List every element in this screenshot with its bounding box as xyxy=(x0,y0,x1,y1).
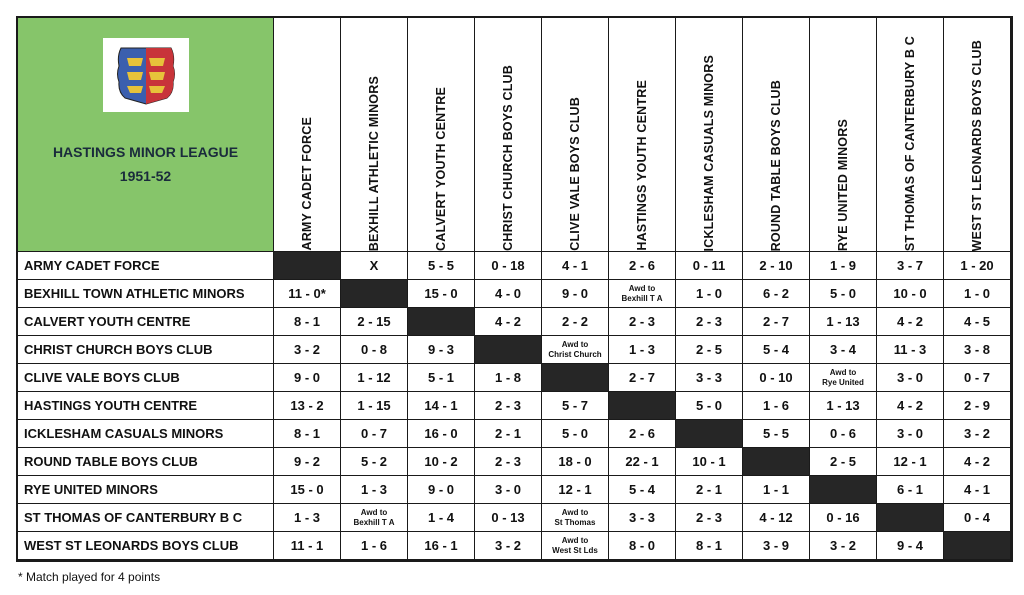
column-header xyxy=(676,18,743,252)
column-header-label: WEST ST LEONARDS BOYS CLUB xyxy=(970,39,984,251)
result-cell: 3 - 7 xyxy=(877,252,944,280)
row-team-name: CLIVE VALE BOYS CLUB xyxy=(18,364,274,392)
result-cell: 2 - 3 xyxy=(676,504,743,532)
result-cell: 0 - 4 xyxy=(944,504,1011,532)
column-header xyxy=(743,18,810,252)
result-cell: 15 - 0 xyxy=(274,476,341,504)
result-cell: 4 - 1 xyxy=(944,476,1011,504)
result-cell: 1 - 6 xyxy=(743,392,810,420)
result-cell: 5 - 1 xyxy=(408,364,475,392)
result-cell: 1 - 9 xyxy=(810,252,877,280)
diagonal-blank-cell xyxy=(274,252,341,280)
result-cell: 0 - 13 xyxy=(475,504,542,532)
column-header xyxy=(341,18,408,252)
result-cell: 18 - 0 xyxy=(542,448,609,476)
result-cell: 8 - 1 xyxy=(274,308,341,336)
result-cell: 5 - 0 xyxy=(542,420,609,448)
result-cell: 2 - 5 xyxy=(810,448,877,476)
column-header xyxy=(877,18,944,252)
result-cell: 3 - 0 xyxy=(877,364,944,392)
result-cell: 2 - 3 xyxy=(609,308,676,336)
result-cell: 1 - 4 xyxy=(408,504,475,532)
result-cell: 22 - 1 xyxy=(609,448,676,476)
row-team-name: CHRIST CHURCH BOYS CLUB xyxy=(18,336,274,364)
diagonal-blank-cell xyxy=(810,476,877,504)
result-cell: 12 - 1 xyxy=(877,448,944,476)
column-header xyxy=(609,18,676,252)
row-team-name: ROUND TABLE BOYS CLUB xyxy=(18,448,274,476)
row-team-name: HASTINGS YOUTH CENTRE xyxy=(18,392,274,420)
result-cell: 2 - 6 xyxy=(609,252,676,280)
result-cell: 2 - 9 xyxy=(944,392,1011,420)
column-header-label: ROUND TABLE BOYS CLUB xyxy=(769,79,783,251)
column-header xyxy=(475,18,542,252)
result-cell: 8 - 1 xyxy=(274,420,341,448)
awarded-result-cell xyxy=(542,532,609,560)
awarded-text: Christ Church xyxy=(548,349,602,359)
result-cell: 12 - 1 xyxy=(542,476,609,504)
awarded-result-cell xyxy=(609,280,676,308)
result-cell: 1 - 6 xyxy=(341,532,408,560)
diagonal-blank-cell xyxy=(609,392,676,420)
result-cell: 2 - 7 xyxy=(609,364,676,392)
result-cell: 3 - 8 xyxy=(944,336,1011,364)
result-cell: 4 - 2 xyxy=(944,448,1011,476)
result-cell: 1 - 20 xyxy=(944,252,1011,280)
result-cell: 9 - 2 xyxy=(274,448,341,476)
result-cell: 5 - 0 xyxy=(676,392,743,420)
row-team-name: ST THOMAS OF CANTERBURY B C xyxy=(18,504,274,532)
result-cell: 4 - 1 xyxy=(542,252,609,280)
result-cell: 5 - 0 xyxy=(810,280,877,308)
result-cell: 15 - 0 xyxy=(408,280,475,308)
result-cell: 1 - 0 xyxy=(676,280,743,308)
result-cell: 1 - 3 xyxy=(274,504,341,532)
result-cell: 1 - 12 xyxy=(341,364,408,392)
result-cell: 3 - 3 xyxy=(676,364,743,392)
result-cell: 10 - 0 xyxy=(877,280,944,308)
awarded-text: Awd to xyxy=(561,507,589,517)
result-cell: 1 - 13 xyxy=(810,392,877,420)
result-cell: 0 - 7 xyxy=(341,420,408,448)
result-cell: 1 - 0 xyxy=(944,280,1011,308)
result-cell: 2 - 7 xyxy=(743,308,810,336)
result-cell: 0 - 6 xyxy=(810,420,877,448)
result-cell: 5 - 4 xyxy=(609,476,676,504)
awarded-text: Awd to xyxy=(561,339,589,349)
results-grid xyxy=(16,16,1013,562)
result-cell: 1 - 13 xyxy=(810,308,877,336)
diagonal-blank-cell xyxy=(475,336,542,364)
result-cell: 2 - 3 xyxy=(475,448,542,476)
result-cell: 8 - 1 xyxy=(676,532,743,560)
league-title: HASTINGS MINOR LEAGUE xyxy=(52,144,239,160)
result-cell: 5 - 7 xyxy=(542,392,609,420)
result-cell: 0 - 8 xyxy=(341,336,408,364)
result-cell: 5 - 5 xyxy=(743,420,810,448)
result-cell: 9 - 3 xyxy=(408,336,475,364)
awarded-result-cell xyxy=(341,504,408,532)
result-cell: 4 - 12 xyxy=(743,504,810,532)
awarded-text: West St Lds xyxy=(552,545,598,555)
footnote: * Match played for 4 points xyxy=(18,570,161,584)
result-cell: 4 - 5 xyxy=(944,308,1011,336)
result-cell: 4 - 2 xyxy=(877,308,944,336)
diagonal-blank-cell xyxy=(542,364,609,392)
result-cell: 10 - 1 xyxy=(676,448,743,476)
result-cell: 3 - 2 xyxy=(810,532,877,560)
column-header-label: ST THOMAS OF CANTERBURY B C xyxy=(903,35,917,251)
result-cell: 10 - 2 xyxy=(408,448,475,476)
result-cell: 3 - 9 xyxy=(743,532,810,560)
column-header-label: BEXHILL ATHLETIC MINORS xyxy=(367,75,381,251)
awarded-text: Awd to xyxy=(829,367,857,377)
result-cell: 9 - 0 xyxy=(542,280,609,308)
result-cell: 4 - 2 xyxy=(877,392,944,420)
diagonal-blank-cell xyxy=(877,504,944,532)
result-cell: 8 - 0 xyxy=(609,532,676,560)
result-cell: 1 - 15 xyxy=(341,392,408,420)
result-cell: 16 - 1 xyxy=(408,532,475,560)
column-header-label: CLIVE VALE BOYS CLUB xyxy=(568,97,582,251)
league-crest-logo xyxy=(103,38,189,112)
result-cell: 0 - 10 xyxy=(743,364,810,392)
awarded-text: Awd to xyxy=(561,535,589,545)
row-team-name: BEXHILL TOWN ATHLETIC MINORS xyxy=(18,280,274,308)
result-cell: 5 - 5 xyxy=(408,252,475,280)
result-cell: 1 - 3 xyxy=(341,476,408,504)
result-cell: 5 - 4 xyxy=(743,336,810,364)
result-cell: 2 - 6 xyxy=(609,420,676,448)
row-team-name: CALVERT YOUTH CENTRE xyxy=(18,308,274,336)
diagonal-blank-cell xyxy=(743,448,810,476)
result-cell: X xyxy=(341,252,408,280)
awarded-text: Awd to xyxy=(628,283,656,293)
column-header-label: HASTINGS YOUTH CENTRE xyxy=(635,80,649,251)
result-cell: 4 - 0 xyxy=(475,280,542,308)
awarded-text: Rye United xyxy=(822,377,864,387)
column-header-label: CHRIST CHURCH BOYS CLUB xyxy=(501,65,515,251)
column-header xyxy=(542,18,609,252)
row-team-name: WEST ST LEONARDS BOYS CLUB xyxy=(18,532,274,560)
column-header-label: ICKLESHAM CASUALS MINORS xyxy=(702,54,716,251)
result-cell: 3 - 0 xyxy=(475,476,542,504)
league-title-cell xyxy=(18,18,274,252)
column-header-label: ARMY CADET FORCE xyxy=(300,117,314,251)
result-cell: 9 - 0 xyxy=(274,364,341,392)
result-cell: 2 - 3 xyxy=(676,308,743,336)
result-cell: 2 - 5 xyxy=(676,336,743,364)
result-cell: 4 - 2 xyxy=(475,308,542,336)
result-cell: 1 - 8 xyxy=(475,364,542,392)
row-team-name: ARMY CADET FORCE xyxy=(18,252,274,280)
awarded-text: Bexhill T A xyxy=(353,517,395,527)
result-cell: 11 - 3 xyxy=(877,336,944,364)
result-cell: 3 - 0 xyxy=(877,420,944,448)
result-cell: 2 - 1 xyxy=(475,420,542,448)
result-cell: 6 - 2 xyxy=(743,280,810,308)
league-season: 1951-52 xyxy=(119,168,172,184)
awarded-result-cell xyxy=(810,364,877,392)
result-cell: 2 - 1 xyxy=(676,476,743,504)
row-team-name: ICKLESHAM CASUALS MINORS xyxy=(18,420,274,448)
result-cell: 2 - 2 xyxy=(542,308,609,336)
result-cell: 13 - 2 xyxy=(274,392,341,420)
result-cell: 9 - 4 xyxy=(877,532,944,560)
column-header xyxy=(274,18,341,252)
result-cell: 11 - 1 xyxy=(274,532,341,560)
awarded-text: Bexhill T A xyxy=(621,293,663,303)
result-cell: 2 - 3 xyxy=(475,392,542,420)
result-cell: 0 - 7 xyxy=(944,364,1011,392)
result-cell: 0 - 16 xyxy=(810,504,877,532)
awarded-text: St Thomas xyxy=(554,517,596,527)
diagonal-blank-cell xyxy=(341,280,408,308)
result-cell: 1 - 1 xyxy=(743,476,810,504)
result-cell: 11 - 0* xyxy=(274,280,341,308)
result-cell: 3 - 2 xyxy=(944,420,1011,448)
row-team-name: RYE UNITED MINORS xyxy=(18,476,274,504)
result-cell: 0 - 11 xyxy=(676,252,743,280)
result-cell: 5 - 2 xyxy=(341,448,408,476)
column-header xyxy=(810,18,877,252)
result-cell: 2 - 15 xyxy=(341,308,408,336)
awarded-result-cell xyxy=(542,504,609,532)
column-header-label: RYE UNITED MINORS xyxy=(836,118,850,251)
result-cell: 3 - 2 xyxy=(274,336,341,364)
diagonal-blank-cell xyxy=(408,308,475,336)
column-header xyxy=(944,18,1011,252)
result-cell: 2 - 10 xyxy=(743,252,810,280)
result-cell: 3 - 2 xyxy=(475,532,542,560)
result-cell: 14 - 1 xyxy=(408,392,475,420)
diagonal-blank-cell xyxy=(944,532,1011,560)
result-cell: 3 - 4 xyxy=(810,336,877,364)
awarded-result-cell xyxy=(542,336,609,364)
column-header xyxy=(408,18,475,252)
awarded-text: Awd to xyxy=(360,507,388,517)
result-cell: 6 - 1 xyxy=(877,476,944,504)
result-cell: 16 - 0 xyxy=(408,420,475,448)
diagonal-blank-cell xyxy=(676,420,743,448)
result-cell: 0 - 18 xyxy=(475,252,542,280)
result-cell: 1 - 3 xyxy=(609,336,676,364)
column-header-label: CALVERT YOUTH CENTRE xyxy=(434,87,448,251)
result-cell: 3 - 3 xyxy=(609,504,676,532)
result-cell: 9 - 0 xyxy=(408,476,475,504)
